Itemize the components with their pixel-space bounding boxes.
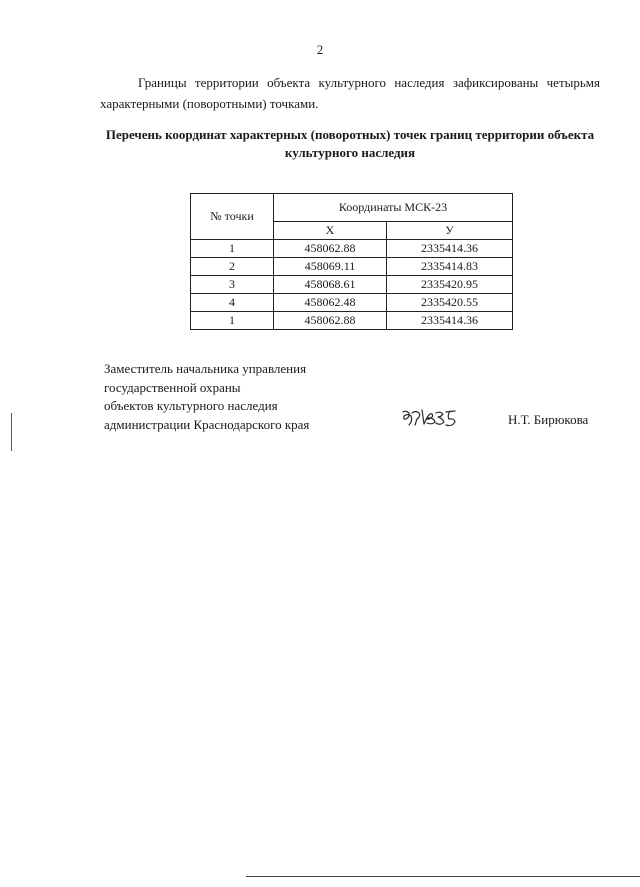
table-row (191, 240, 513, 258)
x-coordinate-cell: 458062.48 (274, 294, 387, 312)
coordinates-table (190, 193, 513, 330)
signatory-title-line: государственной охраны (104, 379, 241, 395)
signer-name: Н.Т. Бирюкова (508, 412, 589, 427)
point-number-cell: 3 (191, 276, 274, 294)
y-coordinate-cell: 2335414.83 (386, 258, 512, 276)
handwritten-signature (400, 404, 464, 430)
intro-paragraph: Границы территории объекта культурного наследия зафиксированы четырьмя характерными (поворотными) точками. (100, 75, 600, 111)
y-coordinate-cell: 2335420.55 (386, 294, 512, 312)
signatory-title-line: администрации Краснодарского края (104, 416, 310, 432)
table-row (191, 258, 513, 276)
x-coordinate-cell: 458068.61 (274, 276, 387, 294)
bottom-rule (246, 876, 640, 877)
table-row (191, 294, 513, 312)
x-coordinate-cell: 458062.88 (274, 312, 387, 330)
table-header-row (191, 194, 513, 222)
page-number: 2 (316, 42, 324, 57)
point-number-cell: 4 (191, 294, 274, 312)
y-coordinate-cell: 2335414.36 (386, 240, 512, 258)
y-coordinate-cell: 2335414.36 (386, 312, 512, 330)
point-number-cell: 2 (191, 258, 274, 276)
header-point-number: № точки (191, 194, 274, 240)
document-heading: Перечень координат характерных (поворотных) точек границ территории объекта культурного наследия (105, 127, 595, 160)
signatory-title-line: Заместитель начальника управления (104, 361, 307, 376)
point-number-cell: 1 (191, 240, 274, 258)
x-coordinate-cell: 458062.88 (274, 240, 387, 258)
signatory-title-line: объектов культурного наследия (104, 398, 278, 413)
signatory-title (104, 360, 309, 434)
header-coordinates: Координаты МСК-23 (274, 194, 513, 222)
y-coordinate-cell: 2335420.95 (386, 276, 512, 294)
x-coordinate-cell: 458069.11 (274, 258, 387, 276)
header-y: У (386, 222, 512, 240)
point-number-cell: 1 (191, 312, 274, 330)
table-row (191, 312, 513, 330)
table-row (191, 276, 513, 294)
margin-mark (11, 413, 12, 451)
header-x: X (274, 222, 387, 240)
